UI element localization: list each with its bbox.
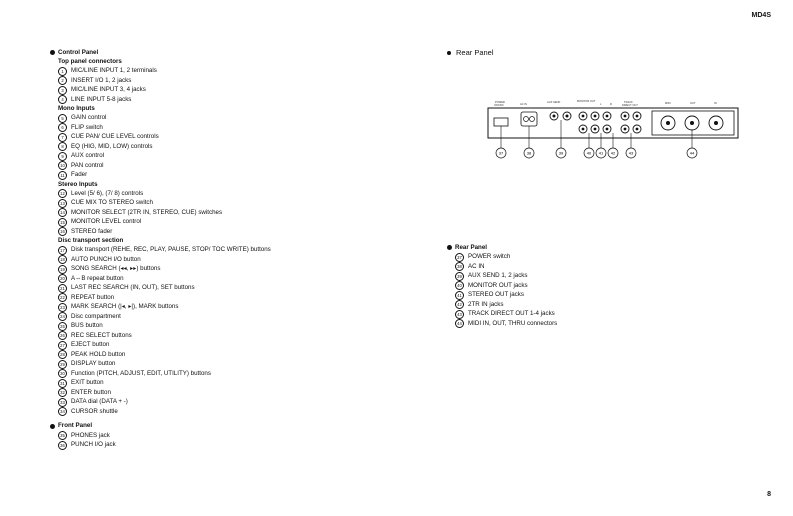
group-title: Mono Inputs: [58, 105, 95, 113]
svg-text:OUT: OUT: [690, 102, 696, 105]
item-number: 26: [58, 331, 67, 340]
front-panel-title: Front Panel: [58, 422, 93, 430]
item-number: 16: [58, 227, 67, 236]
list-item: [50, 198, 370, 208]
item-number: 38: [455, 262, 464, 271]
list-item: [50, 321, 370, 331]
item-text: AUX control: [71, 152, 105, 160]
item-text: MIC/LINE INPUT 1, 2 terminals: [71, 67, 157, 75]
callout-42: [608, 148, 618, 158]
item-text: REC SELECT buttons: [71, 331, 132, 339]
list-item: [50, 76, 370, 86]
list-item: [447, 252, 767, 262]
item-text: BUS button: [71, 322, 103, 330]
svg-text:L: L: [600, 103, 602, 106]
item-text: PEAK HOLD button: [71, 350, 126, 358]
rear-panel-section: [447, 243, 767, 328]
item-number: 14: [58, 208, 67, 217]
item-number: 33: [58, 398, 67, 407]
list-item: [50, 369, 370, 379]
item-number: 15: [58, 218, 67, 227]
list-item: [50, 359, 370, 369]
callout-label: 41: [598, 150, 604, 156]
item-number: 27: [58, 341, 67, 350]
item-text: SONG SEARCH (◂◂, ▸▸) buttons: [71, 265, 161, 273]
callout-38: [524, 148, 534, 158]
callout-40: [584, 148, 594, 158]
item-number: 32: [58, 388, 67, 397]
item-number: 7: [58, 133, 67, 142]
item-number: 2: [58, 76, 67, 85]
item-number: 31: [58, 379, 67, 388]
callout-41: [596, 148, 606, 158]
bullet-icon: [50, 50, 55, 55]
item-number: 22: [58, 293, 67, 302]
list-item: [50, 397, 370, 407]
item-text: REPEAT button: [71, 293, 115, 301]
item-number: 20: [58, 274, 67, 283]
control-panel-groups: [50, 57, 370, 416]
svg-text:MIDI: MIDI: [665, 102, 671, 105]
rear-panel-diagram-heading: [447, 48, 494, 57]
item-text: PAN control: [71, 161, 104, 169]
item-number: 43: [455, 310, 464, 319]
list-item: [50, 312, 370, 322]
item-number: 17: [58, 246, 67, 255]
list-item: [50, 142, 370, 152]
list-item: [50, 431, 370, 441]
list-item: [50, 151, 370, 161]
list-item: [50, 274, 370, 284]
front-panel-list: [50, 431, 370, 450]
list-item: [50, 85, 370, 95]
model-header: MD4S: [751, 12, 771, 19]
item-number: 37: [455, 253, 464, 262]
item-text: EQ (HIG, MID, LOW) controls: [71, 142, 153, 150]
list-item: [447, 281, 767, 291]
list-item: [447, 290, 767, 300]
item-text: MONITOR SELECT (2TR IN, STEREO, CUE) switches: [71, 208, 223, 216]
item-number: 42: [455, 300, 464, 309]
callout-39: [556, 148, 566, 158]
svg-text:R: R: [610, 103, 612, 106]
item-text: EXIT button: [71, 379, 104, 387]
item-number: 3: [58, 86, 67, 95]
item-text: LAST REC SEARCH (IN, OUT), SET buttons: [71, 284, 195, 292]
item-number: 21: [58, 284, 67, 293]
callout-label: 44: [689, 150, 695, 156]
list-item: [447, 271, 767, 281]
callout-label: 39: [558, 150, 564, 156]
front-panel-heading: [50, 421, 370, 430]
item-number: 35: [58, 431, 67, 440]
item-number: 12: [58, 189, 67, 198]
list-item: [50, 440, 370, 450]
svg-text:IN: IN: [714, 102, 717, 105]
item-text: STEREO OUT jacks: [468, 291, 524, 299]
callout-44: [687, 148, 697, 158]
item-number: 28: [58, 350, 67, 359]
svg-text:AC IN: AC IN: [520, 103, 527, 106]
list-item: [50, 66, 370, 76]
item-text: MIDI IN, OUT, THRU connectors: [468, 319, 558, 327]
list-item: [50, 170, 370, 180]
item-number: 41: [455, 291, 464, 300]
item-text: TRACK DIRECT OUT 1-4 jacks: [468, 310, 555, 318]
item-text: MARK SEARCH (|◂, ▸|), MARK buttons: [71, 303, 179, 311]
list-item: [447, 319, 767, 329]
item-text: A⇔B repeat button: [71, 274, 124, 282]
item-number: 11: [58, 171, 67, 180]
item-number: 1: [58, 67, 67, 76]
item-text: ENTER button: [71, 388, 111, 396]
callout-43: [626, 148, 636, 158]
item-number: 30: [58, 369, 67, 378]
item-text: Function (PITCH, ADJUST, EDIT, UTILITY) buttons: [71, 369, 211, 377]
item-number: 29: [58, 360, 67, 369]
list-item: [50, 132, 370, 142]
item-text: INSERT I/O 1, 2 jacks: [71, 76, 132, 84]
item-number: 5: [58, 114, 67, 123]
item-text: CURSOR shuttle: [71, 407, 118, 415]
item-text: CUE PAN/ CUE LEVEL controls: [71, 133, 159, 141]
list-item: [50, 95, 370, 105]
callout-label: 42: [610, 150, 616, 156]
item-number: 36: [58, 441, 67, 450]
list-item: [50, 407, 370, 417]
item-number: 23: [58, 303, 67, 312]
list-item: [50, 388, 370, 398]
callout-37: [496, 148, 506, 158]
item-number: 24: [58, 312, 67, 321]
item-text: Level (5/ 6), (7/ 8) controls: [71, 189, 144, 197]
list-item: [50, 227, 370, 237]
item-text: STEREO fader: [71, 227, 113, 235]
item-text: AUTO PUNCH I/O button: [71, 255, 141, 263]
list-item: [50, 283, 370, 293]
bullet-icon: [447, 51, 451, 55]
item-number: 9: [58, 152, 67, 161]
item-text: DISPLAY button: [71, 360, 116, 368]
item-number: 44: [455, 319, 464, 328]
svg-text:TRACK: TRACK: [624, 101, 633, 104]
item-text: PHONES jack: [71, 431, 110, 439]
item-number: 40: [455, 281, 464, 290]
item-text: MONITOR OUT jacks: [468, 281, 528, 289]
group-title: Stereo Inputs: [58, 180, 98, 188]
callout-label: 37: [498, 150, 504, 156]
page-number: 8: [767, 491, 771, 498]
list-item: [50, 123, 370, 133]
item-number: 34: [58, 407, 67, 416]
svg-text:ON/OFF: ON/OFF: [494, 104, 504, 107]
list-item: [50, 245, 370, 255]
svg-text:AUX SEND: AUX SEND: [547, 101, 561, 104]
list-item: [50, 340, 370, 350]
list-item: [50, 113, 370, 123]
item-text: FLIP switch: [71, 123, 103, 131]
item-number: 8: [58, 142, 67, 151]
svg-text:MONITOR OUT: MONITOR OUT: [577, 100, 596, 103]
group-title: Disc transport section: [58, 237, 124, 245]
item-text: LINE INPUT 5-8 jacks: [71, 95, 132, 103]
item-number: 39: [455, 272, 464, 281]
list-item: [50, 350, 370, 360]
rear-panel-title: Rear Panel: [455, 244, 487, 251]
item-text: PUNCH I/O jack: [71, 441, 116, 449]
item-text: Disk transport (REHE, REC, PLAY, PAUSE, STOP/ TOC WRITE) buttons: [71, 246, 271, 254]
callout-label: 43: [628, 150, 634, 156]
item-number: 18: [58, 255, 67, 264]
list-item: [447, 262, 767, 272]
svg-text:DIRECT OUT: DIRECT OUT: [622, 104, 638, 107]
list-item: [50, 302, 370, 312]
item-number: 6: [58, 123, 67, 132]
item-text: POWER switch: [468, 253, 511, 261]
list-item: [447, 300, 767, 310]
item-number: 4: [58, 95, 67, 104]
rear-panel-diagram-title: Rear Panel: [456, 48, 494, 57]
item-text: Fader: [71, 171, 88, 179]
item-text: 2TR IN jacks: [468, 300, 504, 308]
rear-panel-heading: [447, 243, 767, 252]
bullet-icon: [50, 424, 55, 429]
list-item: [50, 293, 370, 303]
item-text: MONITOR LEVEL control: [71, 218, 142, 226]
list-item: [50, 189, 370, 199]
list-item: [50, 208, 370, 218]
item-text: Disc compartment: [71, 312, 121, 320]
list-item: [447, 309, 767, 319]
group-title: Top panel connectors: [58, 58, 122, 66]
item-number: 10: [58, 161, 67, 170]
item-text: MIC/LINE INPUT 3, 4 jacks: [71, 86, 146, 94]
list-item: [50, 331, 370, 341]
item-text: DATA dial (DATA + -): [71, 398, 128, 406]
list-item: [50, 161, 370, 171]
item-text: GAIN control: [71, 114, 107, 122]
list-item: [50, 255, 370, 265]
item-text: AUX SEND 1, 2 jacks: [468, 272, 528, 280]
item-number: 13: [58, 199, 67, 208]
item-number: 19: [58, 265, 67, 274]
control-panel-heading: [50, 48, 370, 57]
callout-label: 38: [526, 150, 532, 156]
item-number: 25: [58, 322, 67, 331]
rear-panel-diagram: [482, 92, 744, 170]
callout-label: 40: [586, 150, 592, 156]
control-panel-title: Control Panel: [58, 49, 99, 56]
control-panel-section: [50, 48, 370, 450]
list-item: [50, 264, 370, 274]
item-text: EJECT button: [71, 341, 110, 349]
bullet-icon: [447, 245, 452, 250]
rear-panel-list: [447, 252, 767, 328]
item-text: CUE MIX TO STEREO switch: [71, 199, 153, 207]
list-item: [50, 217, 370, 227]
svg-text:POWER: POWER: [495, 101, 505, 104]
item-text: AC IN: [468, 262, 485, 270]
list-item: [50, 378, 370, 388]
